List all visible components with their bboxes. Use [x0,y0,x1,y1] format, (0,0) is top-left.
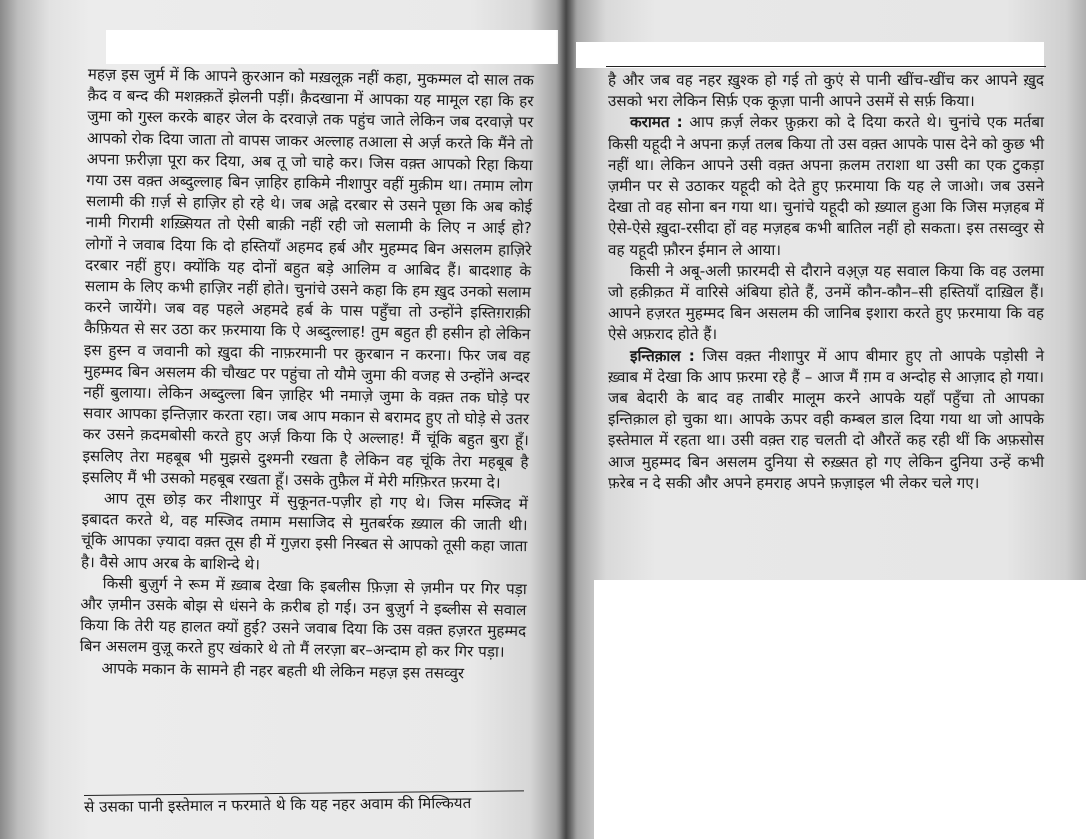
redaction-block [106,30,558,64]
paragraph: किसी बुज़ुर्ग ने रूम में ख़्वाब देखा कि इबलीस फ़िज़ा से ज़मीन पर गिर पड़ा और ज़मीन उसके बोझ से धंसने के क़रीब हो गई। उन बुज़ुर्ग ने इब्लीस से सवाल किया कि तेरी यह हालत क्यों हुई? उसने जवाब दिया कि उस वक़्त हज़रत मुहम्मद बिन असलम वुज़ू करते हुए खंकारे थे तो मैं लरज़ा बर–अन्दाम हो कर गिर पड़ा। [79,574,527,662]
book-gutter [556,0,576,839]
paragraph-intiqal [608,346,1044,494]
paragraph: आप तूस छोड़ कर नीशापुर में सुकूनत-पज़ीर हो गए थे। जिस मस्जिद में इबादत करते थे, वह मस्जिद तमाम मसाजिद से मुतबर्रक ख़्याल की जाती थी। चूंकि आपका ज़्यादा वक़्त तूस ही में गुज़रा इसी निस्बत से आपको तूसी कहा जाता है। वैसे आप अरब के बाशिन्दे थे। [80,489,529,574]
paragraph-text: जिस वक़्त नीशापुर में आप बीमार हुए तो आपके पड़ोसी ने ख़्वाब में देखा कि आप फ़रमा रहे हैं – आज मैं ग़म व अन्दोह से आज़ाद हो गया। जब बेदारी के बाद वह ताबीर मालूम करने आपके यहाँ पहुँचा तो आपका इन्तिक़ाल हो चुका था। आपके ऊपर वही कम्बल डाल दिया गया था जो आपके इस्तेमाल में रहता था। उसी वक़्त राह चलती दो औरतें कह रही थीं कि अफ़सोस आज मुहम्मद बिन असलम दुनिया से रुख़्सत हो गए लेकिन दुनिया उन्हें कभी फ़रेब न दे सकी और अपने हमराह अपने फ़ज़ाइल भी लेकर चले गए। [608,346,1044,492]
paragraph-karamat [608,112,1044,260]
paragraph: आपके मकान के सामने ही नहर बहती थी लेकिन महज़ इस तसव्वुर [101,658,465,682]
section-label-karamat: करामत : [630,113,683,132]
last-line: से उसका पानी इस्तेमाल न फरमाते थे कि यह नहर अवाम की मिल्कियत [84,793,472,816]
right-page-text [608,70,1044,494]
paragraph: महज़ इस जुर्म में कि आपने क़ुरआन को मख़लूक़ नहीं कहा, मुकम्मल दो साल तक क़ैद व बन्द की मशक़्क़तें झेलनी पड़ीं। क़ैदखाना में आपका यह मामूल रहा कि हर जुमा को गुस्ल करके बाहर जेल के दरवाज़े तक पहुंच जाते लेकिन जब दरवाज़े पर आपको रोक दिया जाता तो वापस जाकर अल्लाह तआला से अर्ज़ करते कि मैंने तो अपना फ़रीज़ा पूरा कर दिया, अब तू जो चाहे कर। जिस वक़्त आपको रिहा किया गया उस वक़्त अब्दुल्लाह बिन ज़ाहिर हाकिमे नीशापुर वहीं मुक़ीम था। तमाम लोग सलामी की ग़र्ज़ से हाज़िर हो रहे थे। जब अह्ले दरबार से उसने पूछा कि अब कोई नामी गिरामी शख़्सियत तो ऐसी बाक़ी नहीं रही जो सलामी के लिए न आई हो? लोगों ने जवाब दिया कि दो हस्तियाँ अहमद हर्ब और मुहम्मद बिन असलम हाज़िरे दरबार नहीं हुए। क्योंकि यह दोनों बहुत बड़े आलिम व आबिद हैं। बादशाह के सलाम के लिए कभी हाज़िर नहीं होते। चुनांचे उसने कहा कि हम ख़ुद उनको सलाम करने जायेंगे। जब वह पहले अहमदे हर्ब के पास पहुँचा तो उन्होंने इस्तिग़राक़ी कैफ़ियत से सर उठा कर फ़रमाया कि ऐ अब्दुल्लाह! तुम बहुत ही हसीन हो लेकिन इस हुस्न व जवानी को ख़ुदा की नाफ़रमानी पर क़ुरबान न करना। फिर जब वह मुहम्मद बिन असलम की चौखट पर पहुंचा तो यौमे जुमा की वजह से उन्होंने अन्दर नहीं बुलाया। लेकिन अब्दुल्ला बिन ज़ाहिर भी नमाज़े जुमा के वक़्त तक घोड़े पर सवार आपका इन्तिज़ार करता रहा। जब आप मकान से बरामद हुए तो घोड़े से उतर कर उसने क़दमबोसी करते हुए अर्ज़ किया कि ऐ अल्लाह! मैं चूंकि बहुत बुरा हूँ। इसलिए तेरा महबूब भी मुझसे दुश्मनी रखता है लेकिन वह चूंकि तेरा महबूब है इसलिए मैं भी उसको महबूब रखता हूँ। उसके तुफ़ैल में मेरी मग़्फ़िरत फ़रमा दे। [82,64,534,492]
right-page [566,0,1086,839]
left-page-text [79,64,534,685]
redaction-block [594,580,1086,839]
section-label-intiqal: इन्तिक़ाल : [630,346,695,365]
paragraph: किसी ने अबू-अली फ़ारमदी से दौराने वअ़्ज़ यह सवाल किया कि वह उलमा जो हक़ीक़त में वारिसे अंबिया होते हैं, उनमें कौन-कौन–सी हस्तियाँ दाख़िल हैं। आपने हज़रत मुहम्मद बिन असलम की जानिब इशारा करते हुए फ़रमाया कि वह ऐसे अफ़राद होते हैं। [608,261,1044,344]
header-rule [606,66,1046,67]
paragraph-text: आप क़र्ज़ लेकर फ़ुक़रा को दे दिया करते थे। चुनांचे एक मर्तबा किसी यहूदी ने अपना क़र्ज़ तलब किया तो उस वक़्त आपके पास देने को कुछ भी नहीं था। लेकिन आपने उसी वक़्त अपना क़लम तराशा था उसी का एक टुकड़ा ज़मीन पर से उठाकर यहूदी को देते हुए फ़रमाया कि यह ले जाओ। जब उसने देखा तो वह सोना बन गया था। चुनांचे यहूदी को ख़्याल हुआ कि जिस मज़हब में ऐसे-ऐसे ख़ुदा-रसीदा हों वह मज़हब कभी बातिल नहीं हो सकता। इस तसव्वुर से वह यहूदी फ़ौरन ईमान ले आया। [608,113,1044,259]
paragraph: है और जब वह नहर ख़ुश्क हो गई तो कुएं से पानी खींच-खींच कर आपने ख़ुद उसको भरा लेकिन सिर्फ़ एक कूज़ा पानी आपने उसमें से सर्फ़ किया। [608,71,1044,111]
redaction-block [576,42,1044,68]
